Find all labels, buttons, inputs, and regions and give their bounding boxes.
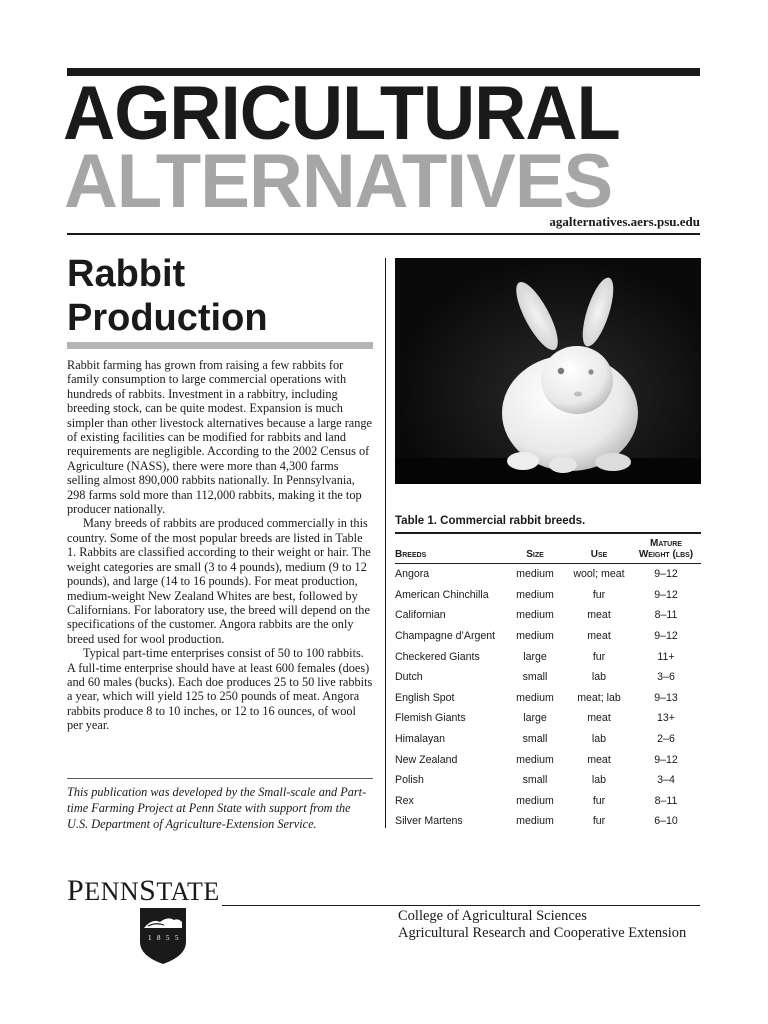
cell-size: medium xyxy=(516,691,554,704)
cell-weight: 9–12 xyxy=(654,630,678,643)
header-breeds: Breeds xyxy=(395,549,427,560)
shield-digit-3: 5 xyxy=(166,934,170,942)
cell-use: lab xyxy=(591,671,607,684)
logo-letters-tate: TATE xyxy=(156,877,220,906)
paragraph-2: Many breeds of rabbits are produced commercially in this country. Some of the most popular breeds are listed in Table 1. Rabbits are classified according to their weight or hair. The weight categories are small (3 to 4 pounds), medium (9 to 12 pounds), and large (14 to 16 pounds). For meat production, medium-weight New Zealand Whites are best, followed by Californians. For laboratory use, the breed will depend on the specifications of the customer. Angora rabbits are the only breed used for wool production. xyxy=(67,516,371,646)
logo-letter-p: P xyxy=(67,874,85,907)
table-row xyxy=(395,564,701,585)
cell-size: large xyxy=(523,650,547,663)
cell-size: small xyxy=(522,774,548,787)
table-row xyxy=(395,667,701,688)
header-size: Size xyxy=(526,549,544,560)
cell-weight: 3–6 xyxy=(657,671,675,684)
cell-size: medium xyxy=(516,794,554,807)
shield-digit-4: 5 xyxy=(175,934,179,942)
cell-breed: Polish xyxy=(395,774,424,787)
cell-breed: Himalayan xyxy=(395,733,446,746)
cell-weight: 9–12 xyxy=(654,588,678,601)
cell-size: small xyxy=(522,733,548,746)
shield-digit-2: 8 xyxy=(157,934,161,942)
header-use: Use xyxy=(590,549,608,560)
header-weight-line-1: Mature xyxy=(650,538,682,549)
cell-weight: 9–12 xyxy=(654,568,678,581)
cell-breed: American Chinchilla xyxy=(395,588,489,601)
cell-size: small xyxy=(522,671,548,684)
cell-size: medium xyxy=(516,815,554,828)
cell-use: meat; lab xyxy=(577,691,621,704)
breed-table xyxy=(395,532,701,832)
title-line-1: Rabbit xyxy=(67,253,186,295)
shield-graphic xyxy=(138,906,188,966)
cell-breed: Champagne d’Argent xyxy=(395,630,496,643)
breed-table-grid xyxy=(395,532,701,832)
cell-use: lab xyxy=(591,774,607,787)
shield-digit-1: 1 xyxy=(148,934,152,942)
cell-weight: 2–6 xyxy=(657,733,675,746)
college-line-1: College of Agricultural Sciences xyxy=(398,908,587,924)
cell-use: fur xyxy=(592,794,606,807)
cell-weight: 8–11 xyxy=(654,609,678,622)
page-title xyxy=(67,252,268,340)
cell-size: large xyxy=(523,712,547,725)
table-header-row xyxy=(395,533,701,564)
cell-breed: Checkered Giants xyxy=(395,650,480,663)
masthead-bottom-rule xyxy=(67,233,700,235)
cell-size: medium xyxy=(516,588,554,601)
title-line-2: Production xyxy=(67,297,268,339)
white-rabbit-photo xyxy=(395,258,701,484)
title-underline-bar xyxy=(67,342,373,349)
penn-state-shield-icon xyxy=(138,906,188,966)
table-row xyxy=(395,605,701,626)
cell-breed: New Zealand xyxy=(395,753,458,766)
table-row xyxy=(395,791,701,812)
table-row xyxy=(395,749,701,770)
footer-rule xyxy=(222,905,700,906)
cell-weight: 9–13 xyxy=(654,691,678,704)
logo-letters-enn: ENN xyxy=(84,877,140,906)
masthead-line-1: AGRICULTURAL xyxy=(63,71,620,156)
cell-breed: English Spot xyxy=(395,691,455,704)
website-link[interactable]: agalternatives.aers.psu.edu xyxy=(549,214,700,229)
rabbit-illustration xyxy=(395,258,701,484)
cell-use: meat xyxy=(587,630,611,643)
table-row xyxy=(395,811,701,832)
college-line-2: Agricultural Research and Cooperative Extension xyxy=(398,925,687,941)
table-caption: Table 1. Commercial rabbit breeds. xyxy=(395,515,586,527)
cell-weight: 9–12 xyxy=(654,753,678,766)
cell-breed: Dutch xyxy=(395,671,423,684)
table-row xyxy=(395,585,701,606)
table-row xyxy=(395,708,701,729)
cell-size: medium xyxy=(516,630,554,643)
logo-letter-s: S xyxy=(139,874,157,907)
credit-rule xyxy=(67,778,373,779)
college-block xyxy=(398,908,686,942)
cell-size: medium xyxy=(516,753,554,766)
table-row xyxy=(395,688,701,709)
cell-use: fur xyxy=(592,588,606,601)
publication-credit: This publication was developed by the Small-scale and Part-time Farming Project at Penn State with support from the U.S. Department of Agriculture-Extension Service. xyxy=(67,785,367,831)
table-row xyxy=(395,729,701,750)
cell-weight: 11+ xyxy=(657,650,675,663)
cell-weight: 3–4 xyxy=(657,774,675,787)
cell-size: medium xyxy=(516,568,554,581)
article-body xyxy=(67,358,373,733)
cell-breed: Angora xyxy=(395,568,430,581)
cell-use: wool; meat xyxy=(573,568,625,581)
column-divider xyxy=(385,258,386,828)
cell-breed: Silver Martens xyxy=(395,815,463,828)
cell-breed: Rex xyxy=(395,794,414,807)
header-weight xyxy=(631,533,701,564)
cell-size: medium xyxy=(516,609,554,622)
table-row xyxy=(395,646,701,667)
table-row xyxy=(395,626,701,647)
cell-use: lab xyxy=(591,733,607,746)
cell-breed: Flemish Giants xyxy=(395,712,466,725)
cell-use: meat xyxy=(587,753,611,766)
cell-breed: Californian xyxy=(395,609,446,622)
paragraph-1: Rabbit farming has grown from raising a few rabbits for family consumption to large commercial operations with hundreds of rabbits. Investment in a rabbitry, including breeding stock, can be quite modest. Expansion is much simpler than other livestock alternatives because a large range of existing facilities can be modified for rabbits and land requirements are negligible. According to the 2002 Census of Agriculture (NASS), there were more than 4,300 farms selling almost 890,000 rabbits nationally. In Pennsylvania, 298 farms sold more than 112,000 rabbits, making it the top producer nationally. xyxy=(67,358,373,517)
cell-weight: 6–10 xyxy=(654,815,678,828)
header-weight-line-2: Weight (lbs) xyxy=(638,549,694,560)
cell-use: meat xyxy=(587,609,611,622)
table-row xyxy=(395,770,701,791)
cell-use: fur xyxy=(592,650,606,663)
cell-weight: 8–11 xyxy=(654,794,678,807)
cell-weight: 13+ xyxy=(657,712,675,725)
penn-state-wordmark[interactable] xyxy=(67,874,220,908)
masthead-line-2: ALTERNATIVES xyxy=(64,139,613,224)
cell-use: meat xyxy=(587,712,611,725)
paragraph-3: Typical part-time enterprises consist of 50 to 100 rabbits. A full-time enterprise should have at least 600 females (does) and 60 males (bucks). Each doe produces 25 to 50 live rabbits a year, which will yield 125 to 250 pounds of meat. Angora rabbits produce 8 to 10 inches, or 12 to 16 ounces, of wool per year. xyxy=(67,646,373,733)
cell-use: fur xyxy=(592,815,606,828)
